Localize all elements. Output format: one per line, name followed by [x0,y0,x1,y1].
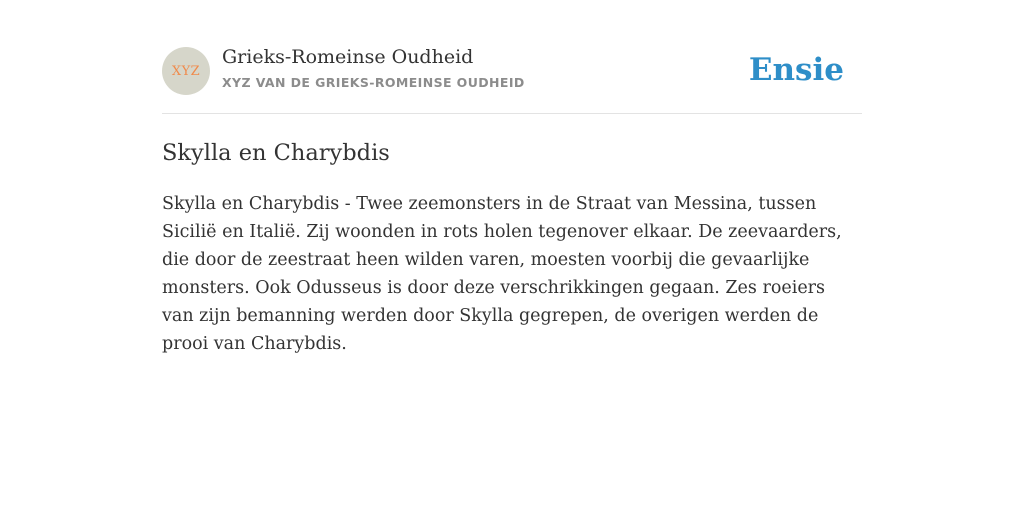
article-title: Skylla en Charybdis [162,140,390,166]
avatar[interactable] [162,47,210,95]
article-body: Skylla en Charybdis - Twee zeemonsters in de Straat van Messina, tussen Sicilië en Italië. Zij woonden in rots holen tegenover elkaar. De zeevaarders, die door de zeestraat heen wilden varen, moesten voorbij die gevaarlijke monsters. Ook Odusseus is door deze verschrikkingen gegaan. Zes roeiers van zijn bemanning werden door Skylla gegrepen, de overigen werden de prooi van Charybdis. [162,194,842,354]
site-title-link[interactable]: Grieks-Romeinse Oudheid [222,46,474,68]
site-subtitle: XYZ VAN DE GRIEKS-ROMEINSE OUDHEID [222,75,525,90]
ensie-logo-link[interactable]: Ensie [748,52,844,88]
article-card [162,0,862,358]
avatar-initials: XYZ [171,63,201,79]
page-header [162,0,862,114]
